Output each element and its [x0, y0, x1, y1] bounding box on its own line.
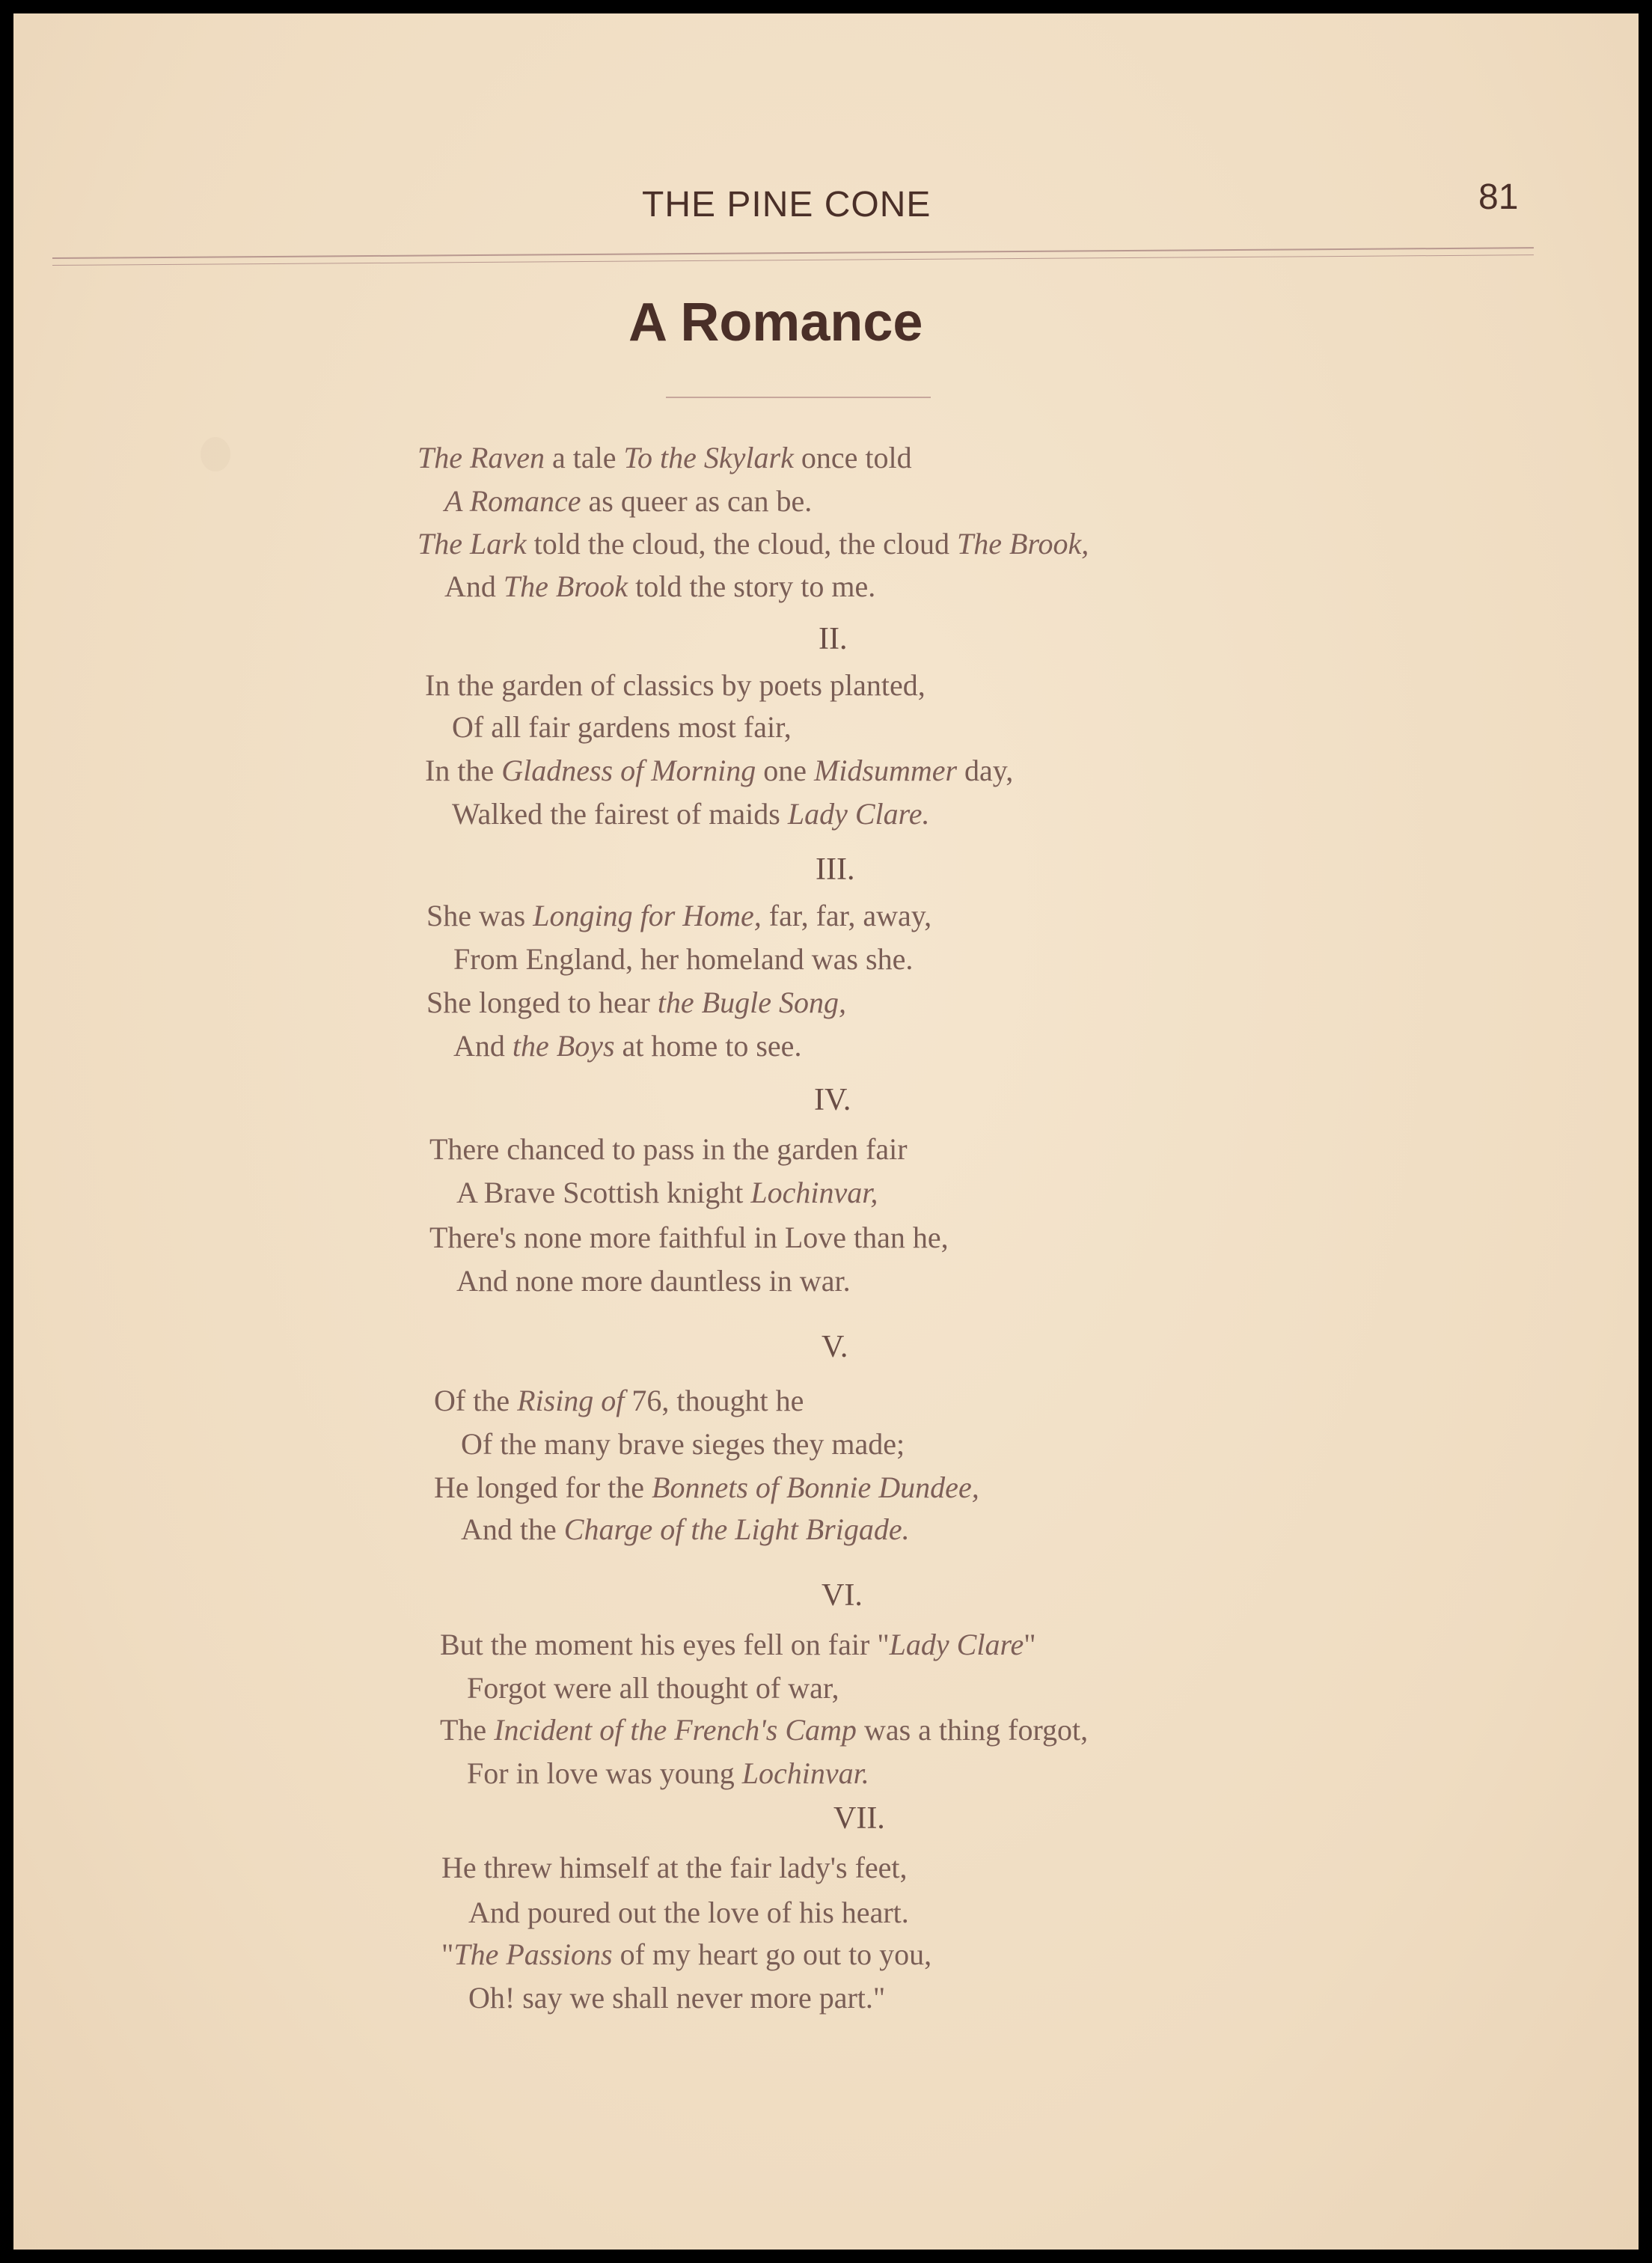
poem-line — [444, 483, 812, 519]
poem-line — [468, 1895, 909, 1930]
italic-title: The Raven — [417, 441, 545, 474]
poem-line — [417, 440, 912, 475]
italic-title: Lady Clare — [889, 1628, 1024, 1661]
italic-title: Lochinvar, — [750, 1176, 878, 1209]
poem-line — [426, 898, 931, 933]
line-text: one — [756, 754, 814, 787]
line-text: A Brave Scottish knight — [456, 1176, 751, 1209]
line-text: She was — [426, 899, 533, 932]
poem-line — [453, 941, 913, 977]
stanza-heading: III. — [816, 852, 855, 887]
line-text: as queer as can be. — [581, 484, 813, 518]
running-head: THE PINE CONE — [642, 185, 931, 225]
line-text: of my heart go out to you, — [612, 1937, 932, 1971]
title-divider — [666, 397, 931, 398]
header-rule — [52, 247, 1534, 259]
italic-title: The Brook — [503, 569, 628, 603]
italic-title: Rising of — [517, 1384, 625, 1417]
book-page — [13, 13, 1639, 2250]
poem-line — [461, 1512, 910, 1547]
poem-line — [456, 1263, 851, 1298]
poem-line — [444, 569, 875, 604]
italic-title: A Romance — [444, 484, 581, 518]
line-text: Of all fair gardens most fair, — [452, 710, 792, 744]
line-text: And the — [461, 1512, 564, 1546]
line-text: There chanced to pass in the garden fair — [429, 1132, 908, 1166]
poem-line — [434, 1470, 979, 1505]
italic-title: Longing for Home, — [533, 899, 762, 932]
italic-title: Lady Clare. — [787, 797, 930, 831]
italic-title: Incident of the French's Camp — [494, 1713, 857, 1747]
poem-line — [441, 1937, 931, 1972]
line-text: Of the — [434, 1384, 518, 1417]
stanza-heading: II. — [819, 622, 848, 656]
line-text: From England, her homeland was she. — [453, 942, 914, 976]
poem-line — [467, 1670, 839, 1705]
line-text: And — [453, 1029, 513, 1063]
italic-title: The Passions — [453, 1937, 613, 1971]
paper-speck — [201, 437, 230, 471]
poem-line — [425, 668, 926, 703]
poem-line — [440, 1627, 1036, 1662]
poem-title: A Romance — [628, 293, 923, 352]
poem-line — [453, 1028, 801, 1063]
poem-line — [468, 1980, 885, 2015]
poem-line — [417, 526, 1089, 561]
italic-title: The Brook, — [957, 527, 1089, 561]
italic-title: Gladness of Morning — [501, 754, 756, 787]
line-text: There's none more faithful in Love than he, — [429, 1221, 949, 1254]
poem-line — [434, 1383, 804, 1418]
line-text: told the story to me. — [628, 569, 876, 603]
italic-title: Midsummer — [813, 754, 958, 787]
line-text: " — [441, 1937, 454, 1971]
line-text: The — [440, 1713, 495, 1747]
line-text: told the cloud, the cloud, the cloud — [526, 527, 958, 561]
line-text: For in love was young — [467, 1756, 742, 1790]
line-text: But the moment his eyes fell on fair " — [440, 1628, 890, 1661]
page-number: 81 — [1478, 177, 1519, 217]
line-text: 76, thought he — [624, 1384, 804, 1417]
italic-title: the Boys — [512, 1029, 615, 1063]
line-text: She longed to hear — [426, 986, 658, 1019]
line-text: Forgot were all thought of war, — [467, 1671, 839, 1705]
poem-line — [461, 1426, 905, 1462]
italic-title: Charge of the Light Brigade. — [563, 1512, 910, 1546]
line-text: And none more dauntless in war. — [456, 1264, 851, 1298]
italic-title: Bonnets of Bonnie Dundee, — [652, 1471, 979, 1504]
line-text: once told — [793, 441, 912, 474]
stanza-heading: VI. — [822, 1578, 863, 1613]
line-text: Of the many brave sieges they made; — [461, 1427, 905, 1461]
poem-line — [425, 753, 1013, 788]
poem-line — [452, 796, 930, 831]
poem-line — [429, 1220, 949, 1255]
poem-line — [441, 1850, 908, 1885]
poem-line — [426, 985, 846, 1020]
stanza-heading: VII. — [833, 1801, 885, 1836]
line-text: He longed for the — [434, 1471, 652, 1504]
poem-line — [429, 1132, 908, 1167]
line-text: Oh! say we shall never more part." — [468, 1981, 886, 2015]
line-text: Walked the fairest of maids — [452, 797, 788, 831]
line-text: a tale — [544, 441, 624, 474]
line-text: far, far, away, — [761, 899, 932, 932]
line-text: day, — [957, 754, 1014, 787]
italic-title: Lochinvar. — [741, 1756, 869, 1790]
poem-line — [467, 1756, 869, 1791]
line-text: In the garden of classics by poets planted, — [425, 668, 926, 702]
line-text: at home to see. — [614, 1029, 802, 1063]
stanza-heading: IV. — [814, 1083, 851, 1117]
poem-line — [452, 709, 792, 745]
line-text: " — [1024, 1628, 1036, 1661]
italic-title: To the Skylark — [623, 441, 794, 474]
line-text: He threw himself at the fair lady's feet, — [441, 1851, 908, 1884]
italic-title: the Bugle Song, — [657, 986, 846, 1019]
poem-line — [456, 1175, 878, 1210]
stanza-heading: V. — [822, 1330, 848, 1364]
line-text: was a thing forgot, — [856, 1713, 1089, 1747]
italic-title: The Lark — [417, 527, 527, 561]
line-text: And poured out the love of his heart. — [468, 1896, 909, 1929]
line-text: And — [444, 569, 504, 603]
poem-line — [440, 1712, 1088, 1747]
line-text: In the — [425, 754, 502, 787]
